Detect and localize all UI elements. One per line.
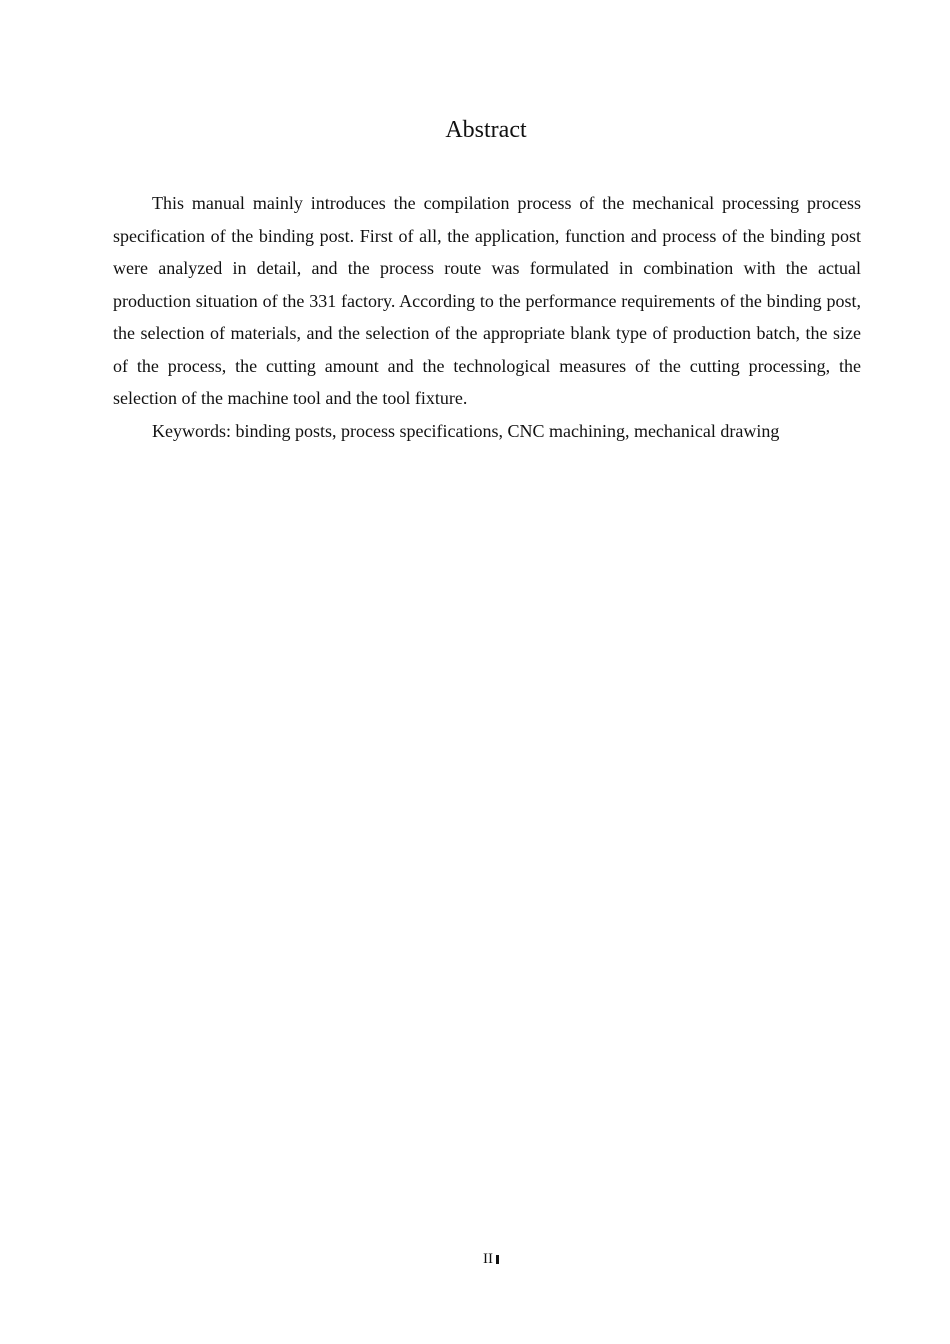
page-title: Abstract xyxy=(445,117,527,143)
text-cursor-mark xyxy=(496,1255,499,1264)
abstract-paragraph: This manual mainly introduces the compilation process of the mechanical processing process specification of the binding post. First of all, the application, function and process of the binding post were analyzed in detail, and the process route was formulated in combination with the actual production situation of the 331 factory. According to the performance requirements of the binding post, the selection of materials, and the selection of the appropriate blank type of production batch, the size of the process, the cutting amount and the technological measures of the cutting processing, the selection of the machine tool and the tool fixture. xyxy=(113,193,861,408)
page-footer xyxy=(0,1249,950,1269)
page-number: II xyxy=(483,1251,493,1267)
abstract-body xyxy=(113,187,861,447)
keywords-line: Keywords: binding posts, process specifications, CNC machining, mechanical drawing xyxy=(152,420,780,441)
